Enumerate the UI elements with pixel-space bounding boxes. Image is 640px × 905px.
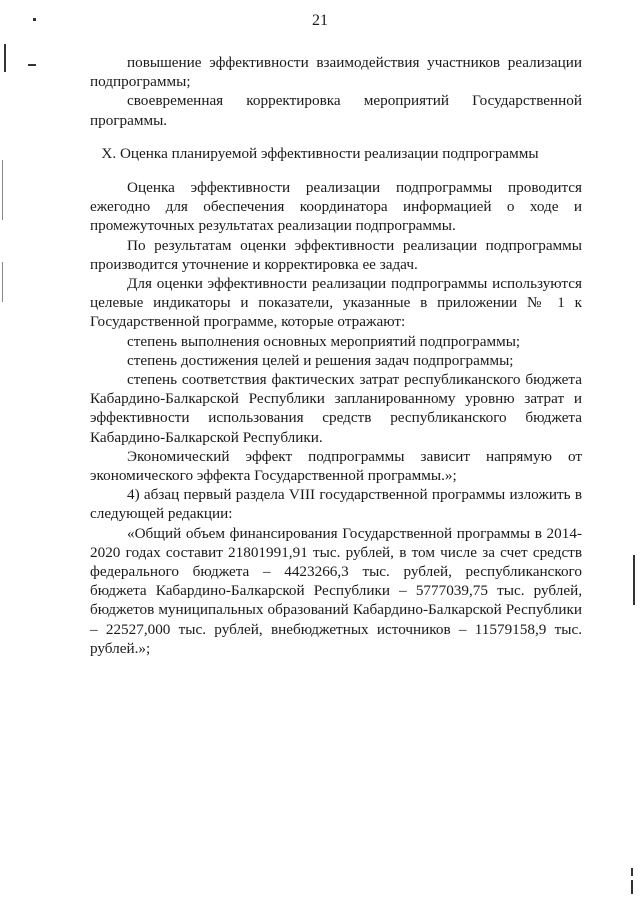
paragraph: Экономический эффект подпрограммы зависит напрямую от экономического эффекта Государственной программы.»; [90,447,582,485]
scan-mark [631,880,633,894]
scan-mark [28,64,36,66]
paragraph: «Общий объем финансирования Государственной программы в 2014-2020 годах составит 21801991,91 тыс. рублей, в том числе за счет средств федерального бюджета – 4423266,3 тыс. рублей, республиканского бюджета Кабардино-Балкарской Республики – 5777039,75 тыс. рублей, бюджетов муниципальных образований Кабардино-Балкарской Республики – 22527,000 тыс. рублей, внебюджетных источников – 11579158,9 тыс. рублей.»; [90,524,582,657]
paragraph: степень соответствия фактических затрат республиканского бюджета Кабардино-Балкарской Республики запланированному уровню затрат и эффективности использования средств республиканского бюджета Кабардино-Балкарской Республики. [90,371,582,446]
page-number: 21 [312,12,328,29]
scan-mark [2,160,3,220]
paragraph: Для оценки эффективности реализации подпрограммы используются целевые индикаторы и показатели, указанные в приложении № 1 к Государственной программе, которые отражают: [90,275,582,331]
text-block-top [90,53,582,130]
paragraph: Оценка эффективности реализации подпрограммы проводится ежегодно для обеспечения координатора информацией о ходе и промежуточных результатах реализации подпрограммы. [90,179,582,235]
scan-mark [4,44,6,72]
scan-mark [633,555,635,605]
scan-mark [33,18,36,21]
paragraph: своевременная корректировка мероприятий Государственной программы. [90,92,582,129]
section-heading: X. Оценка планируемой эффективности реализации подпрограммы [101,145,539,162]
paragraph: степень выполнения основных мероприятий подпрограммы; [127,332,521,350]
paragraph: 4) абзац первый раздела VIII государственной программы изложить в следующей редакции: [90,486,582,523]
paragraph: повышение эффективности взаимодействия участников реализации подпрограммы; [90,54,582,91]
scan-mark [2,262,3,302]
scan-mark [631,868,633,876]
paragraph: степень достижения целей и решения задач подпрограммы; [127,351,514,369]
paragraph: По результатам оценки эффективности реализации подпрограммы производится уточнение и корректировка ее задач. [90,236,582,273]
text-block-main [90,178,582,658]
